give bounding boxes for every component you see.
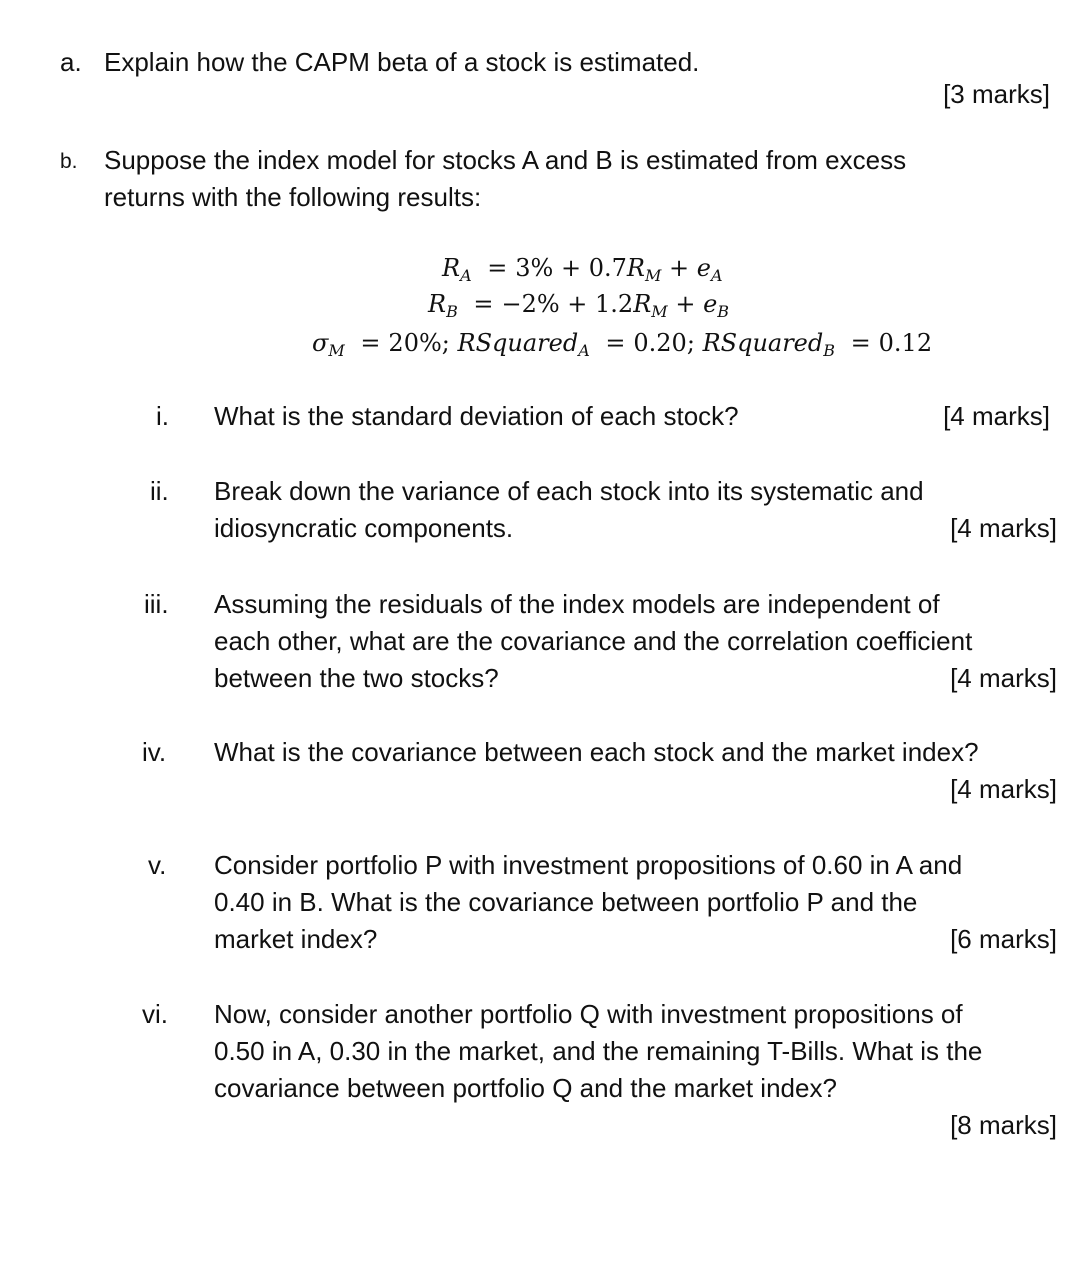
subquestion-text: 0.50 in A, 0.30 in the market, and the remaining T-Bills. What is the: [214, 1036, 983, 1066]
subquestion-marks: [4 marks]: [943, 401, 1050, 431]
part-b-intro-line-2: returns with the following results:: [104, 182, 482, 212]
subquestion-label: iii.: [144, 589, 169, 619]
subquestion-label: ii.: [150, 476, 169, 506]
subquestion-marks: [8 marks]: [950, 1110, 1057, 1140]
equation-parameters: $\sigma_M = 20\%$; RSquared$_A$ = 0.20; RSquared$_B$ = 0.12: [312, 329, 933, 360]
subquestion-marks: [4 marks]: [950, 663, 1057, 693]
subquestion-text: Assuming the residuals of the index models are independent of: [214, 589, 940, 619]
subquestion-marks: [4 marks]: [950, 774, 1057, 804]
subquestion-text: each other, what are the covariance and the correlation coefficient: [214, 626, 973, 656]
part-a-marks: [3 marks]: [943, 79, 1050, 109]
subquestion-text: market index?: [214, 924, 378, 954]
subquestion-label: v.: [148, 850, 167, 880]
subquestion-text: Break down the variance of each stock into its systematic and: [214, 476, 924, 506]
subquestion-label: vi.: [142, 999, 168, 1029]
subquestion-text: Now, consider another portfolio Q with investment propositions of: [214, 999, 963, 1029]
subquestion-marks: [6 marks]: [950, 924, 1057, 954]
subquestion-label: i.: [156, 401, 169, 431]
subquestion-text: between the two stocks?: [214, 663, 499, 693]
equation-stock-b: $R_B = -2\% + 1.2R_M + e_B$: [428, 290, 730, 321]
subquestion-label: iv.: [142, 737, 167, 767]
equation-stock-a: $R_A = 3\% + 0.7R_M + e_A$: [442, 254, 723, 285]
subquestion-text: What is the covariance between each stock and the market index?: [214, 737, 979, 767]
subquestion-text: 0.40 in B. What is the covariance between portfolio P and the: [214, 887, 918, 917]
part-a-question: Explain how the CAPM beta of a stock is estimated.: [104, 47, 700, 77]
subquestion-text: What is the standard deviation of each stock?: [214, 401, 739, 431]
part-b-intro-line-1: Suppose the index model for stocks A and B is estimated from excess: [104, 145, 907, 175]
subquestion-marks: [4 marks]: [950, 513, 1057, 543]
subquestion-text: covariance between portfolio Q and the market index?: [214, 1073, 837, 1103]
subquestion-text: idiosyncratic components.: [214, 513, 514, 543]
part-b-label: b.: [60, 150, 78, 173]
part-a-label: a.: [60, 47, 82, 77]
subquestion-text: Consider portfolio P with investment propositions of 0.60 in A and: [214, 850, 963, 880]
